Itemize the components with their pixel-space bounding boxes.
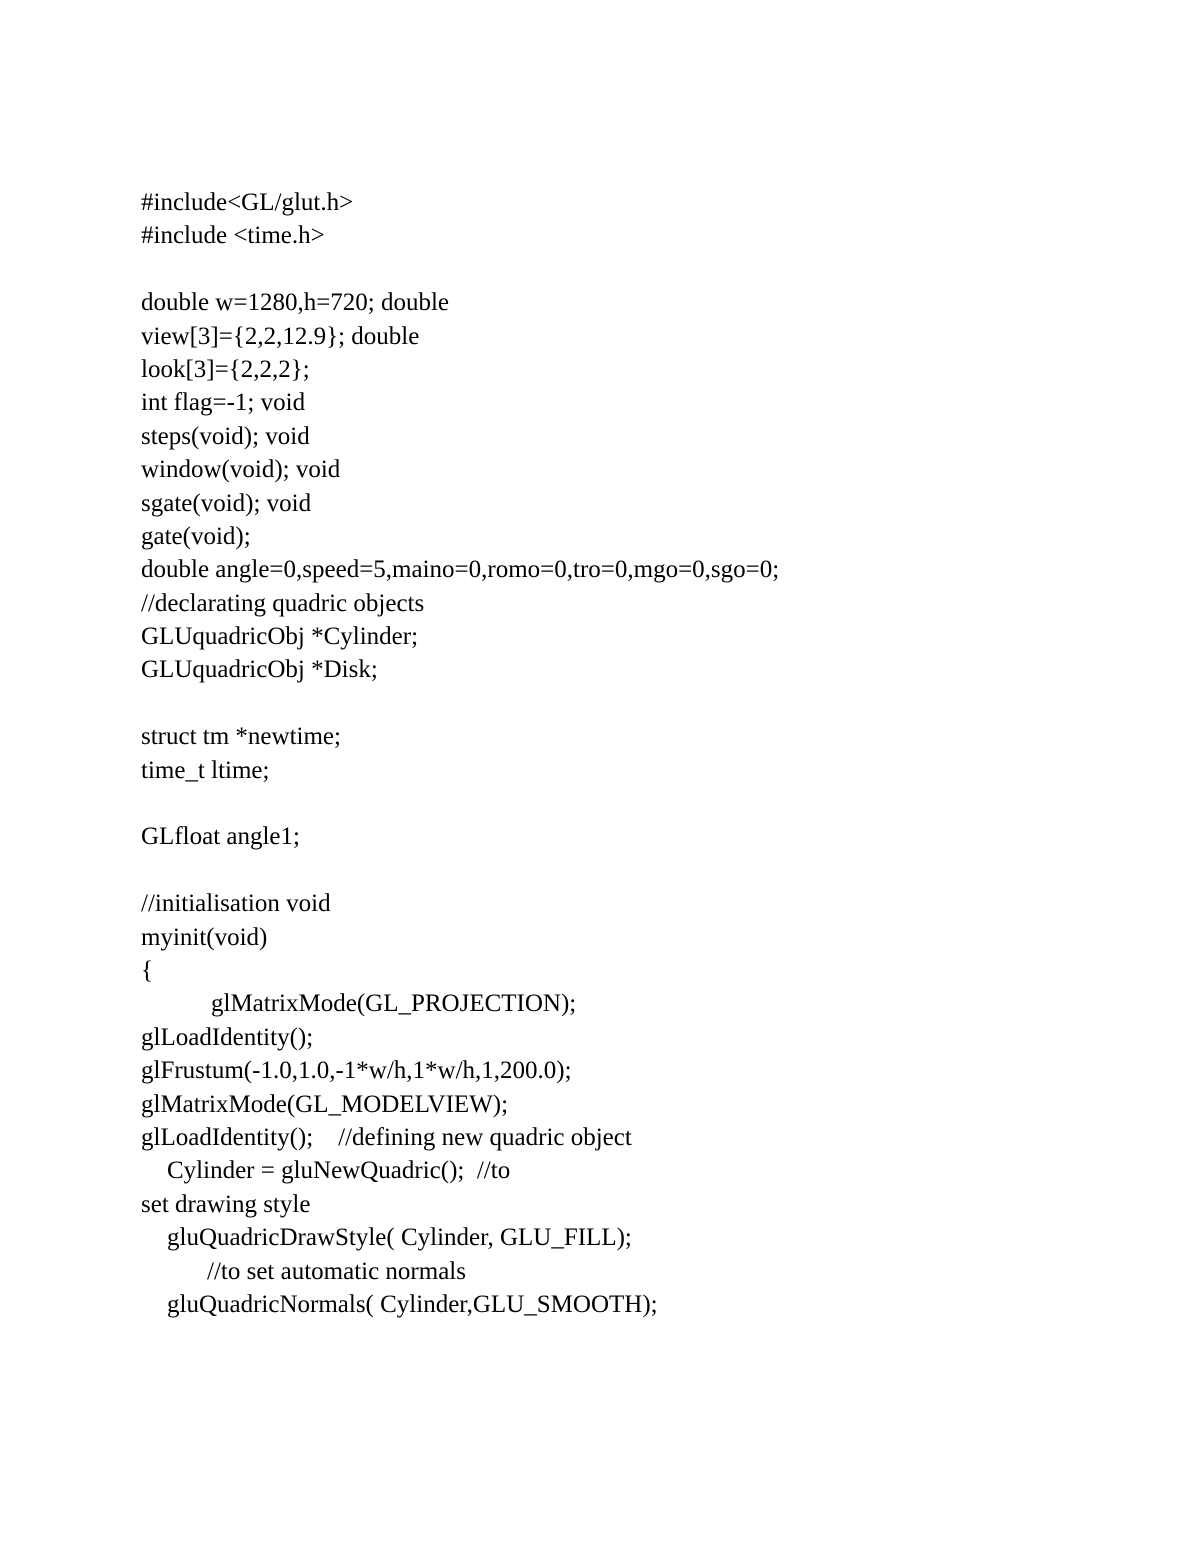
code-listing (141, 186, 1141, 1321)
code-line: { (141, 956, 153, 984)
code-line: steps(void); void (141, 422, 310, 450)
code-line: Cylinder = gluNewQuadric(); //to (167, 1157, 511, 1185)
blank-line (141, 787, 1141, 820)
code-line: gluQuadricNormals( Cylinder,GLU_SMOOTH); (167, 1290, 658, 1318)
code-line: sgate(void); void (141, 489, 312, 517)
code-line: double angle=0,speed=5,maino=0,romo=0,tro=0,mgo=0,sgo=0; (141, 556, 780, 584)
code-line: glFrustum(-1.0,1.0,-1*w/h,1*w/h,1,200.0); (141, 1057, 572, 1085)
code-line: #include<GL/glut.h> (141, 189, 354, 216)
code-line: int flag=-1; void (141, 389, 306, 417)
code-line: time_t ltime; (141, 756, 270, 784)
code-line: GLUquadricObj *Disk; (141, 656, 378, 684)
code-line: GLfloat angle1; (141, 823, 300, 851)
code-line: #include <time.h> (141, 222, 325, 250)
code-line: myinit(void) (141, 923, 268, 951)
blank-line (141, 687, 1141, 720)
code-comment-line: //initialisation void (141, 890, 331, 918)
code-comment-line: //declarating quadric objects (141, 589, 425, 617)
code-line: window(void); void (141, 456, 341, 484)
blank-line (141, 253, 1141, 286)
blank-line (141, 854, 1141, 887)
code-line: glMatrixMode(GL_MODELVIEW); (141, 1090, 509, 1118)
code-line: set drawing style (141, 1190, 311, 1218)
code-line: glLoadIdentity(); //defining new quadric object (141, 1123, 632, 1151)
code-line: glLoadIdentity(); (141, 1023, 314, 1051)
code-line: GLUquadricObj *Cylinder; (141, 623, 419, 651)
code-line: double w=1280,h=720; double (141, 289, 450, 317)
code-line: look[3]={2,2,2}; (141, 355, 310, 383)
code-comment-line: //to set automatic normals (207, 1257, 466, 1285)
code-line: gate(void); (141, 522, 251, 550)
code-line: glMatrixMode(GL_PROJECTION); (211, 990, 577, 1018)
code-line: view[3]={2,2,12.9}; double (141, 322, 420, 350)
code-line: struct tm *newtime; (141, 723, 341, 751)
code-line: gluQuadricDrawStyle( Cylinder, GLU_FILL); (167, 1224, 632, 1252)
